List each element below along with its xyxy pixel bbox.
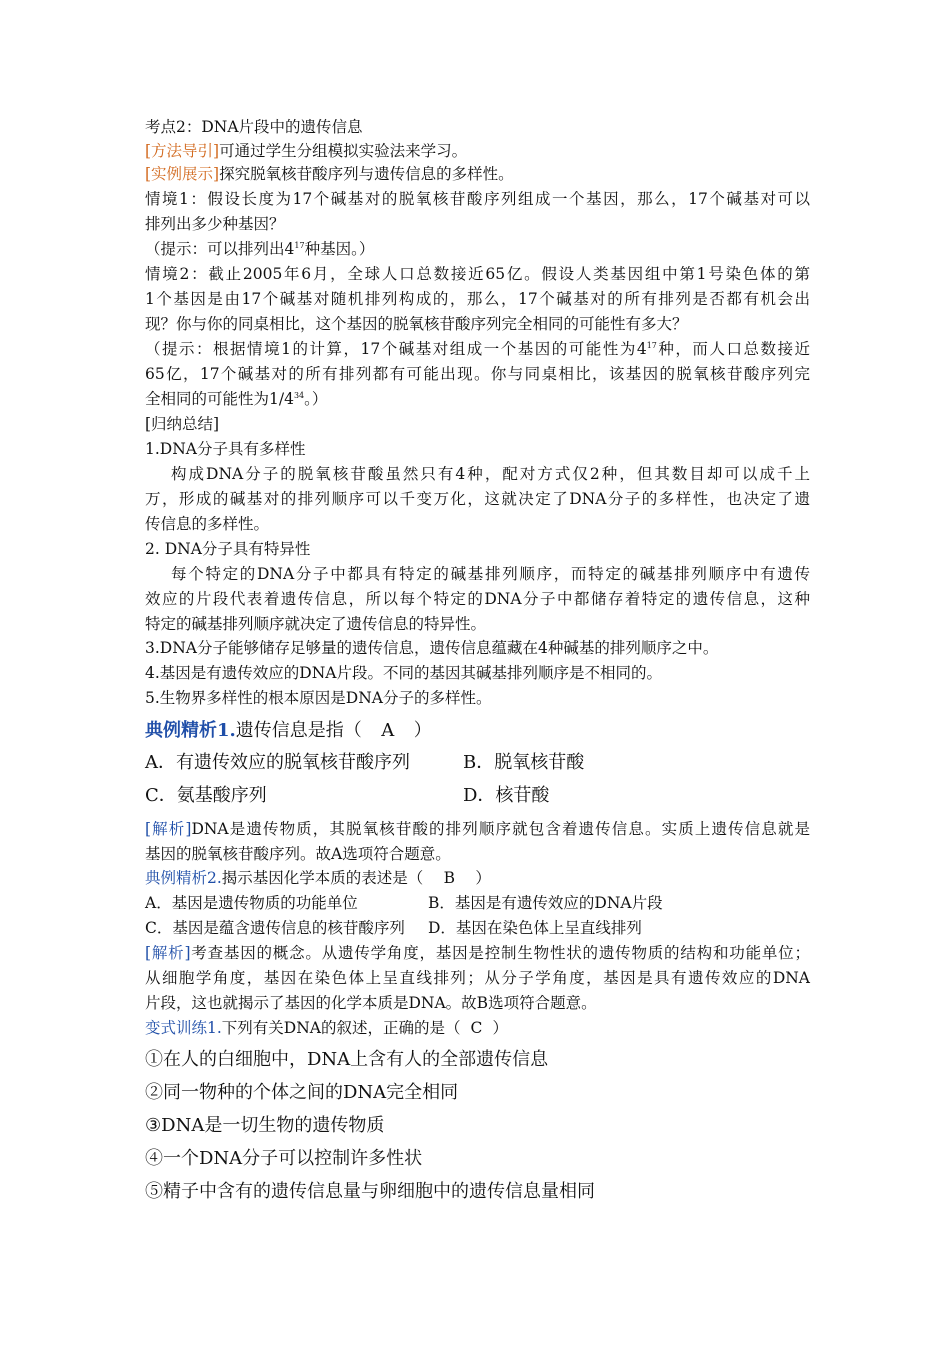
q1-option-c: C．氨基酸序列 (145, 785, 267, 806)
q2-options-row1 (145, 893, 810, 913)
method-tag: [方法导引] (145, 142, 220, 160)
summary-p2-title: 2. DNA分子具有特异性 (145, 540, 311, 558)
q2-explanation-text: 考查基因的概念。从遗传学角度，基因是控制生物性状的遗传物质的结构和功能单位； (190, 944, 810, 962)
summary-p5: 5.生物界多样性的根本原因是DNA分子的多样性。 (145, 689, 492, 707)
hint-exponent: 17 (294, 240, 305, 250)
q2-stem-text: 揭示基因化学本质的表述是（ (221, 869, 424, 887)
summary-p1-line1: 构成DNA分子的脱氧核苷酸虽然只有4种，配对方式仅2种，但其数目却可以成千上 (171, 465, 810, 483)
scenario2-line1: 情境2：截止2005年6月，全球人口总数接近65亿。假设人类基因组中第1号染色体的第 (145, 265, 810, 283)
q2-option-a: A．基因是遗传物质的功能单位 (145, 894, 358, 912)
q3-item-4: ④一个DNA分子可以控制许多性状 (145, 1148, 423, 1169)
example-line (145, 164, 810, 184)
hint3-text-b: 。） (304, 390, 328, 408)
hint2-text-b: 种，而人口总数接近 (656, 340, 810, 358)
q2-answer: B (443, 869, 455, 887)
q1-options-row2 (145, 784, 810, 808)
q3-close: ） (492, 1019, 508, 1037)
q3-item-5: ⑤精子中含有的遗传信息量与卵细胞中的遗传信息量相同 (145, 1181, 595, 1202)
q1-explanation-tag: [解析] (145, 820, 192, 838)
heading-text: 考点2：DNA片段中的遗传信息 (145, 118, 363, 136)
q2-explanation-line1 (145, 943, 810, 963)
section-heading (145, 117, 810, 137)
q2-close: ） (475, 869, 491, 887)
q1-option-a: A．有遗传效应的脱氧核苷酸序列 (145, 752, 410, 773)
q1-options-row1 (145, 751, 810, 775)
hint3-exponent: 34 (293, 390, 305, 400)
q1-tag: 典例精析1. (145, 720, 236, 741)
summary-p2-line3: 特定的碱基排列顺序就决定了遗传信息的特异性。 (145, 615, 487, 633)
example-tag: [实例展示] (145, 165, 220, 183)
q3-answer: C (470, 1019, 483, 1037)
scenario2-hint-line1 (145, 339, 810, 359)
q1-explanation-line1 (145, 819, 810, 839)
summary-title: [归纳总结] (145, 415, 220, 433)
example-text: 探究脱氧核苷酸序列与遗传信息的多样性。 (219, 165, 514, 183)
summary-p1-title: 1.DNA分子具有多样性 (145, 440, 306, 458)
scenario2-line2: 1个基因是由17个碱基对随机排列构成的，那么，17个碱基对的所有排列是否都有机会出 (145, 290, 810, 308)
q3-stem-text: 下列有关DNA的叙述，正确的是（ (221, 1019, 461, 1037)
q1-answer: A (381, 720, 395, 741)
q1-stem-text: 遗传信息是指（ (235, 720, 362, 741)
summary-p4: 4.基因是有遗传效应的DNA片段。不同的基因其碱基排列顺序是不相同的。 (145, 664, 662, 682)
q2-options-row2 (145, 918, 810, 938)
hint2-text-a: （提示：根据情境1的计算，17个碱基对组成一个基因的可能性为4 (145, 340, 647, 358)
hint2-exponent: 17 (646, 340, 657, 350)
summary-p2-line1: 每个特定的DNA分子中都具有特定的碱基排列顺序，而特定的碱基排列顺序中有遗传 (171, 565, 810, 583)
summary-p1-line3: 传信息的多样性。 (145, 515, 270, 533)
scenario1-line1: 情境1：假设长度为17个碱基对的脱氧核苷酸序列组成一个基因，那么，17个碱基对可以 (145, 190, 810, 208)
q2-stem (145, 868, 810, 888)
q3-tag: 变式训练1. (145, 1019, 222, 1037)
q3-item-1: ①在人的白细胞中，DNA上含有人的全部遗传信息 (145, 1049, 549, 1070)
hint3-text-a: 全相同的可能性为1/4 (145, 390, 294, 408)
q2-option-d: D．基因在染色体上呈直线排列 (428, 919, 642, 937)
q2-option-c: C．基因是蕴含遗传信息的核苷酸序列 (145, 919, 405, 937)
hint-text-a: （提示：可以排列出4 (145, 240, 295, 258)
method-line (145, 141, 810, 161)
summary-p2-line2: 效应的片段代表着遗传信息，所以每个特定的DNA分子中都储存着特定的遗传信息，这种 (145, 590, 810, 608)
q1-option-d: D．核苷酸 (463, 785, 550, 806)
q2-option-b: B．基因是有遗传效应的DNA片段 (428, 894, 663, 912)
scenario2-hint-line2: 65亿，17个碱基对的所有排列都有可能出现。你与同桌相比，该基因的脱氧核苷酸序列完 (145, 365, 810, 383)
q1-explanation-line2: 基因的脱氧核苷酸序列。故A选项符合题意。 (145, 845, 451, 863)
q1-stem (145, 719, 810, 743)
q3-stem (145, 1018, 810, 1038)
scenario2-hint-line3 (145, 389, 810, 409)
q2-tag: 典例精析2. (145, 869, 222, 887)
scenario2-line3: 现？你与你的同桌相比，这个基因的脱氧核苷酸序列完全相同的可能性有多大？ (145, 315, 688, 333)
hint-text-b: 种基因。） (304, 240, 375, 258)
method-text: 可通过学生分组模拟实验法来学习。 (219, 142, 468, 160)
q1-option-b: B．脱氧核苷酸 (463, 752, 585, 773)
q1-close: ） (413, 720, 432, 741)
q2-explanation-line2: 从细胞学角度，基因在染色体上呈直线排列；从分子学角度，基因是具有遗传效应的DNA (145, 969, 810, 987)
q1-explanation-text: DNA是遗传物质，其脱氧核苷酸的排列顺序就包含着遗传信息。实质上遗传信息就是 (191, 820, 810, 838)
q2-explanation-line3: 片段，这也就揭示了基因的化学本质是DNA。故B选项符合题意。 (145, 994, 597, 1012)
q3-item-2: ②同一物种的个体之间的DNA完全相同 (145, 1082, 459, 1103)
q3-item-3: ③DNA是一切生物的遗传物质 (145, 1115, 385, 1136)
q2-explanation-tag: [解析] (145, 944, 191, 962)
summary-p3: 3.DNA分子能够储存足够量的遗传信息，遗传信息蕴藏在4种碱基的排列顺序之中。 (145, 639, 719, 657)
scenario1-hint (145, 239, 810, 259)
scenario1-line2: 排列出多少种基因？ (145, 215, 285, 233)
summary-p1-line2: 万，形成的碱基对的排列顺序可以千变万化，这就决定了DNA分子的多样性，也决定了遗 (145, 490, 810, 508)
